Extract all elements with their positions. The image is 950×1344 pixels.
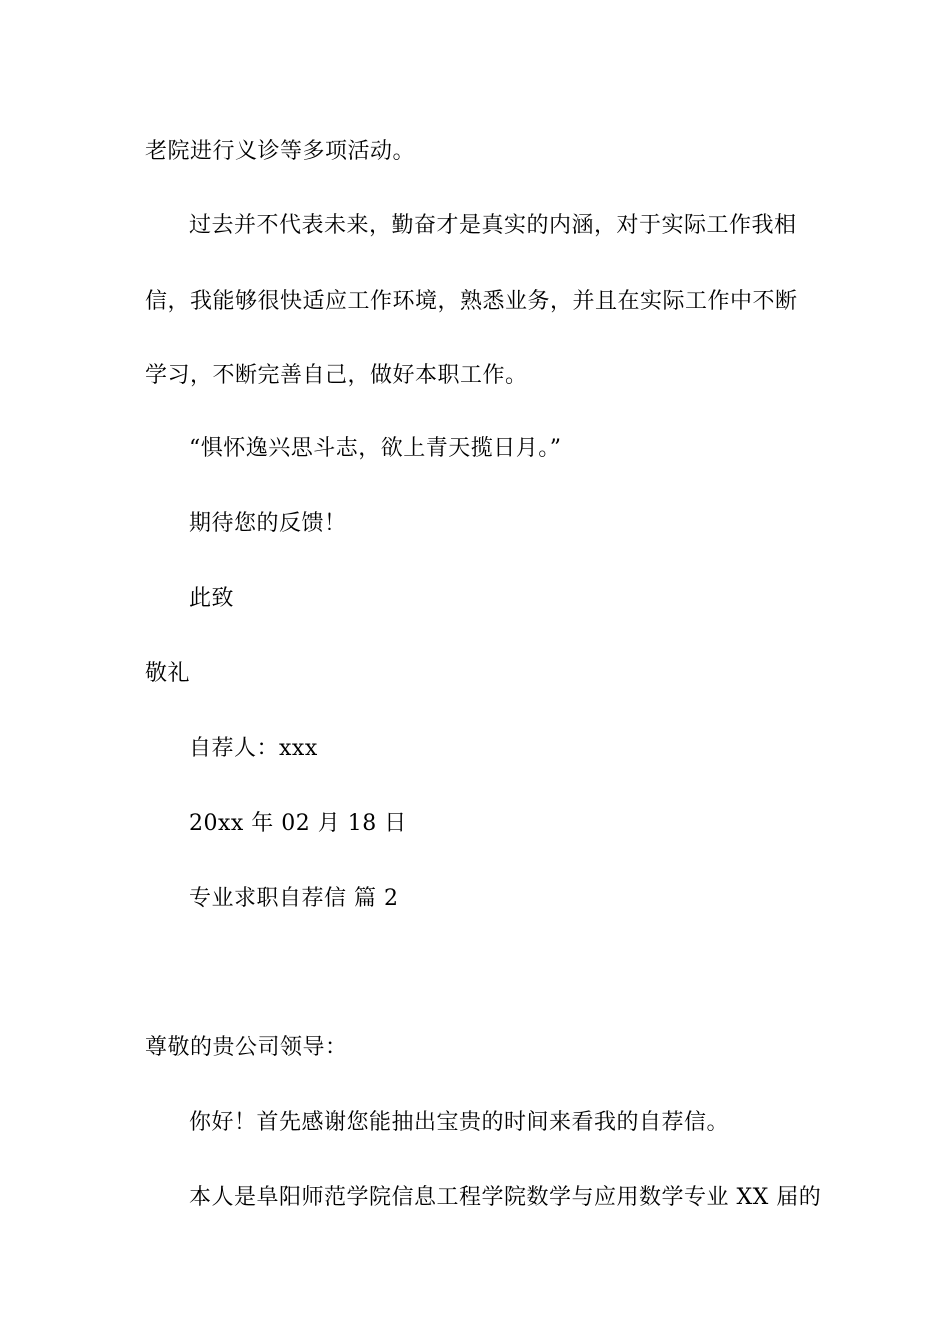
closing-line: 期待您的反馈！ bbox=[189, 511, 347, 536]
salutation-respect: 敬礼 bbox=[145, 661, 191, 686]
quote-line: “惧怀逸兴思斗志，欲上青天揽日月。” bbox=[189, 436, 562, 461]
date-line: 20xx 年 02 月 18 日 bbox=[189, 811, 407, 836]
section-heading: 专业求职自荐信 篇 2 bbox=[189, 886, 399, 911]
paragraph-line: 老院进行义诊等多项活动。 bbox=[145, 139, 416, 164]
paragraph-line: 学习，不断完善自己，做好本职工作。 bbox=[145, 363, 528, 388]
paragraph-line: 本人是阜阳师范学院信息工程学院数学与应用数学专业 XX 届的 bbox=[189, 1185, 822, 1210]
greeting-line: 尊敬的贵公司领导： bbox=[145, 1035, 348, 1060]
paragraph-line: 信，我能够很快适应工作环境，熟悉业务，并且在实际工作中不断 bbox=[145, 289, 798, 314]
salutation-closing: 此致 bbox=[189, 586, 235, 611]
paragraph-line: 过去并不代表未来，勤奋才是真实的内涵，对于实际工作我相 bbox=[189, 213, 797, 238]
paragraph-line: 你好！首先感谢您能抽出宝贵的时间来看我的自荐信。 bbox=[189, 1110, 730, 1135]
signature-line: 自荐人：xxx bbox=[189, 736, 318, 761]
